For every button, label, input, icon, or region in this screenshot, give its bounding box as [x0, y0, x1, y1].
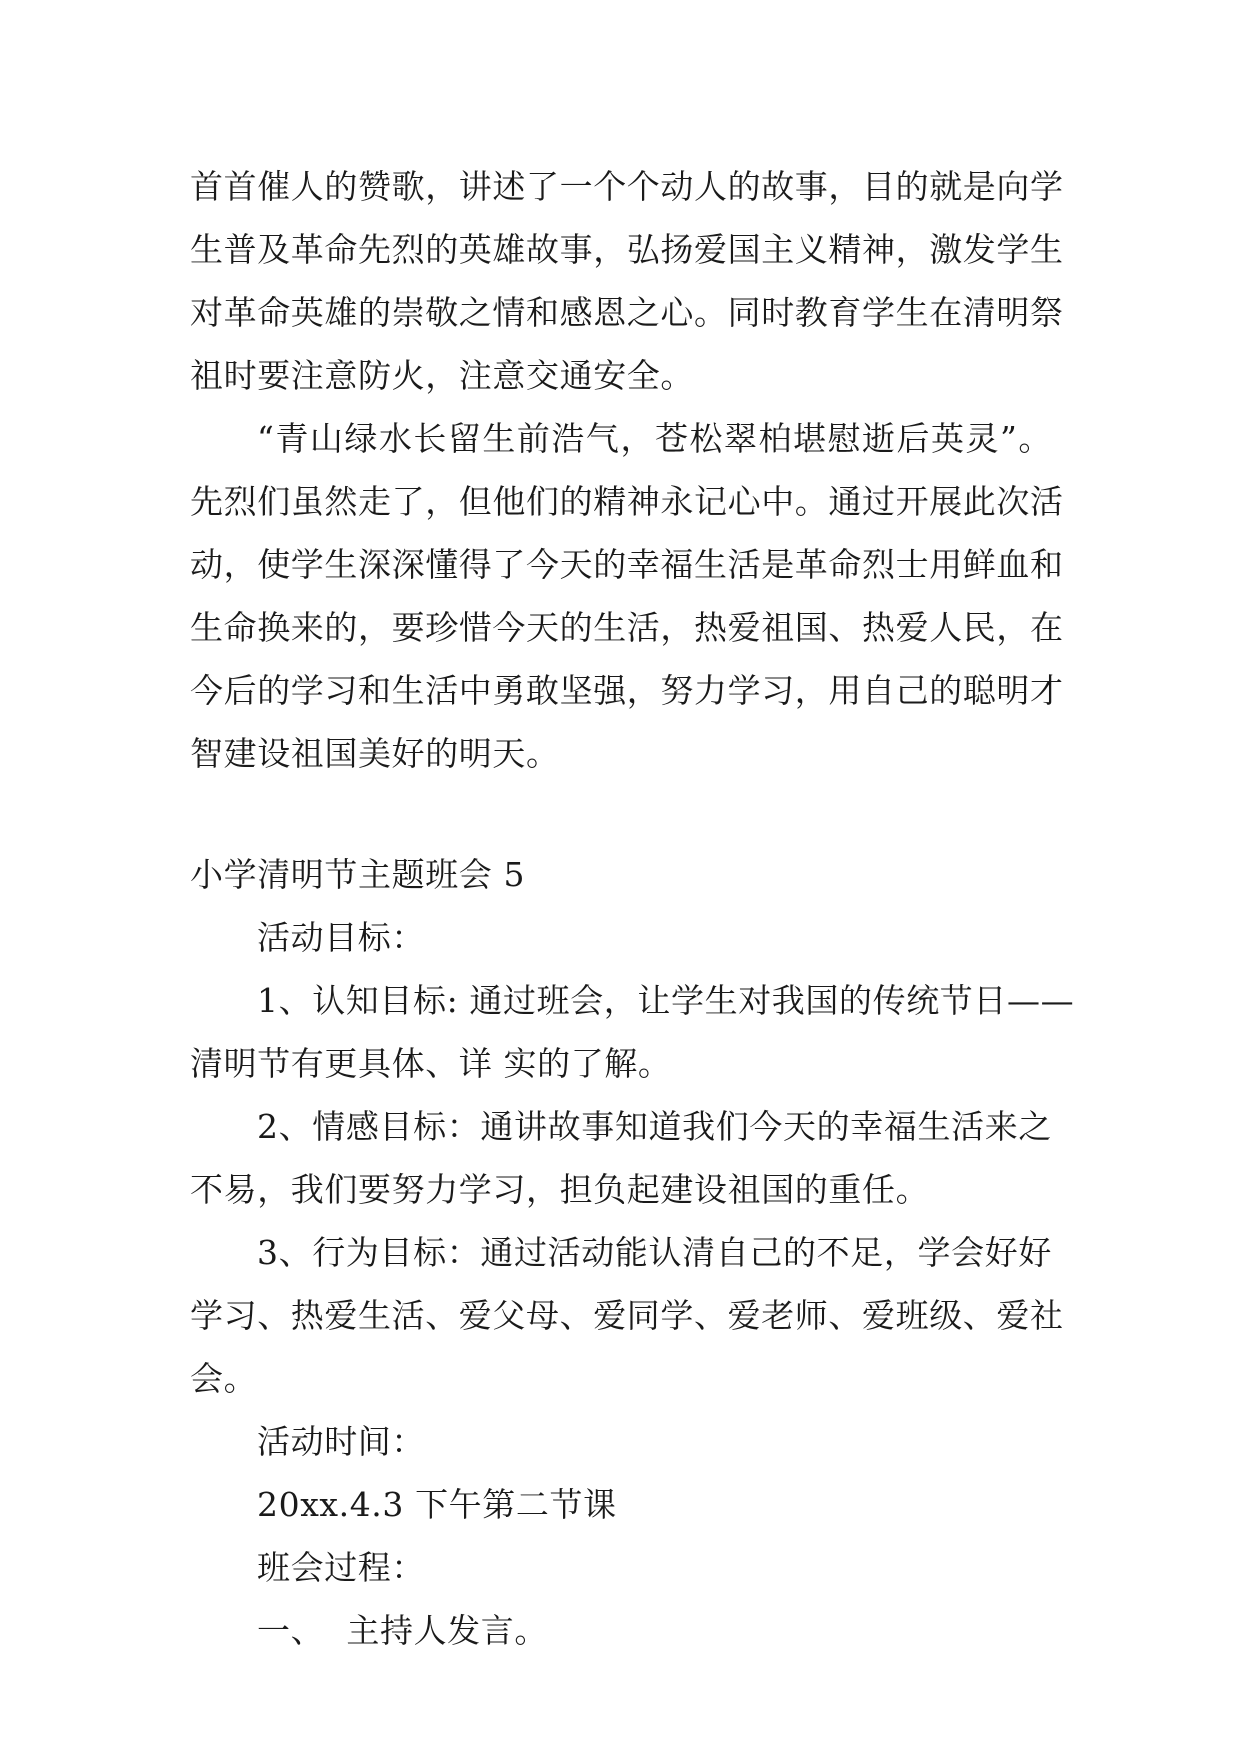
- text-line: 首首催人的赞歌，讲述了一个个动人的故事，目的就是向学: [190, 167, 1064, 206]
- paragraph-quote-conclusion: [190, 407, 1064, 785]
- text-line: 对革命英雄的崇敬之情和感恩之心。同时教育学生在清明祭: [190, 293, 1064, 332]
- text-line: “青山绿水长留生前浩气，苍松翠柏堪慰逝后英灵”。: [257, 419, 1052, 458]
- text-line: 动，使学生深深懂得了今天的幸福生活是革命烈士用鲜血和: [190, 545, 1064, 584]
- goal-cognitive: [190, 969, 1075, 1095]
- text-line: 智建设祖国美好的明天。: [190, 734, 560, 773]
- text-line: 先烈们虽然走了，但他们的精神永记心中。通过开展此次活: [190, 482, 1064, 521]
- section-title: 小学清明节主题班会 5: [190, 855, 526, 894]
- goal-behavioral: [190, 1221, 1064, 1410]
- process-label: 班会过程：: [257, 1548, 425, 1587]
- text-line: 清明节有更具体、详 实的了解。: [190, 1044, 672, 1083]
- text-line: 会。: [190, 1359, 258, 1398]
- paragraph-ceremony-summary: [190, 155, 1064, 407]
- text-line: 今后的学习和生活中勇敢坚强，努力学习，用自己的聪明才: [190, 671, 1064, 710]
- activity-goals-label: 活动目标：: [257, 918, 425, 957]
- text-line: 生普及革命先烈的英雄故事，弘扬爱国主义精神，激发学生: [190, 230, 1064, 269]
- text-line: 1、认知目标: 通过班会，让学生对我国的传统节日——: [257, 981, 1075, 1020]
- document-body: [190, 155, 1075, 1662]
- process-step-1: 一、 主持人发言。: [257, 1611, 548, 1650]
- text-line: 2、情感目标：通讲故事知道我们今天的幸福生活来之: [257, 1107, 1052, 1146]
- text-line: 3、行为目标：通过活动能认清自己的不足，学会好好: [257, 1233, 1052, 1272]
- text-line: 生命换来的，要珍惜今天的生活，热爱祖国、热爱人民，在: [190, 608, 1064, 647]
- activity-time-value: 20xx.4.3 下午第二节课: [257, 1485, 617, 1524]
- activity-time-label: 活动时间：: [257, 1422, 425, 1461]
- text-line: 祖时要注意防火，注意交通安全。: [190, 356, 694, 395]
- text-line: 不易，我们要努力学习，担负起建设祖国的重任。: [190, 1170, 930, 1209]
- goal-emotional: [190, 1095, 1052, 1221]
- text-line: 学习、热爱生活、爱父母、爱同学、爱老师、爱班级、爱社: [190, 1296, 1064, 1335]
